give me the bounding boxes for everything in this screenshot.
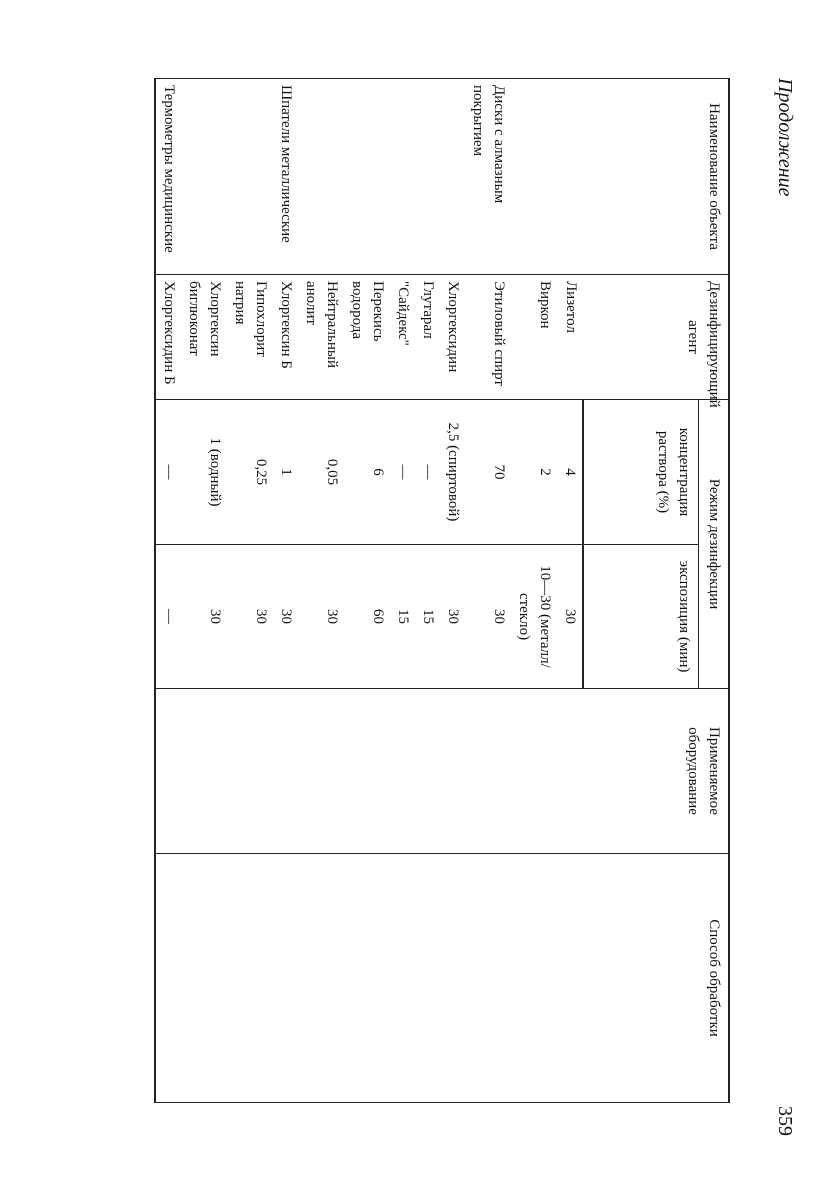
- table-row: [298, 79, 344, 1103]
- equipment-cell: [155, 689, 181, 854]
- table-row: [465, 79, 511, 1103]
- agent-cell: Нейтральный анолит: [298, 275, 344, 400]
- concentration-cell: 0,05: [298, 400, 344, 545]
- equipment-cell: [298, 689, 344, 854]
- method-cell: [465, 854, 511, 1103]
- page-number: 359: [774, 1106, 796, 1136]
- agent-cell: Хлоргексидин Б: [155, 275, 181, 400]
- equipment-cell: [344, 689, 390, 854]
- agent-cell: Глутарал: [415, 275, 440, 400]
- equipment-cell: [181, 689, 227, 854]
- object-cell: [390, 79, 415, 275]
- exposure-cell: 30: [440, 545, 465, 689]
- table-row: [155, 79, 181, 1103]
- object-cell: [298, 79, 344, 275]
- object-cell: Шпатели металлические: [273, 79, 298, 275]
- exposure-cell: 30: [227, 545, 273, 689]
- agent-cell: Хлоргексин биглюконат: [181, 275, 227, 400]
- exposure-cell: 30: [557, 545, 583, 689]
- table-row: [390, 79, 415, 1103]
- equipment-cell: [390, 689, 415, 854]
- method-cell: [390, 854, 415, 1103]
- method-cell: [440, 854, 465, 1103]
- concentration-cell: 1: [273, 400, 298, 545]
- table-body: [155, 79, 583, 1103]
- table-row: [273, 79, 298, 1103]
- object-cell: [344, 79, 390, 275]
- concentration-cell: 0,25: [227, 400, 273, 545]
- method-cell: [344, 854, 390, 1103]
- table-row: [415, 79, 440, 1103]
- object-cell: [227, 79, 273, 275]
- agent-cell: Хлоргексидин: [440, 275, 465, 400]
- concentration-cell: 1 (водный): [181, 400, 227, 545]
- exposure-cell: 30: [273, 545, 298, 689]
- exposure-cell: 15: [415, 545, 440, 689]
- equipment-cell: [465, 689, 511, 854]
- object-cell: [557, 79, 583, 275]
- concentration-cell: 2,5 (спиртовой): [440, 400, 465, 545]
- exposure-cell: 60: [344, 545, 390, 689]
- equipment-cell: [440, 689, 465, 854]
- object-cell: Диски с алмазным покрытием: [465, 79, 511, 275]
- method-cell: [511, 854, 557, 1103]
- agent-cell: "Сайдекс": [390, 275, 415, 400]
- object-cell: Термометры медицинские: [155, 79, 181, 275]
- object-cell: [511, 79, 557, 275]
- continued-label: Продолжение: [774, 78, 796, 197]
- exposure-cell: —: [155, 545, 181, 689]
- method-cell: [273, 854, 298, 1103]
- equipment-cell: [415, 689, 440, 854]
- concentration-cell: 70: [465, 400, 511, 545]
- table-row: [227, 79, 273, 1103]
- table-row: [511, 79, 557, 1103]
- header-concentration: концентрация раствора (%): [583, 400, 699, 545]
- object-cell: [181, 79, 227, 275]
- agent-cell: Гипохлорит натрия: [227, 275, 273, 400]
- agent-cell: Лизетол: [557, 275, 583, 400]
- exposure-cell: 10—30 (металл/стекло): [511, 545, 557, 689]
- object-cell: [440, 79, 465, 275]
- method-cell: [227, 854, 273, 1103]
- header-method: Способ обработки: [583, 854, 729, 1103]
- table-row: [181, 79, 227, 1103]
- agent-cell: Хлоргексин Б: [273, 275, 298, 400]
- method-cell: [155, 854, 181, 1103]
- concentration-cell: —: [415, 400, 440, 545]
- concentration-cell: 6: [344, 400, 390, 545]
- header-agent: Дезинфицирующий агент: [583, 275, 729, 400]
- table-row: [344, 79, 390, 1103]
- method-cell: [415, 854, 440, 1103]
- method-cell: [181, 854, 227, 1103]
- header-mode-group: Режим дезинфекции: [699, 400, 730, 689]
- exposure-cell: 15: [390, 545, 415, 689]
- method-cell: [557, 854, 583, 1103]
- header-equipment: Применяемое оборудование: [583, 689, 729, 854]
- disinfection-table: [154, 78, 730, 1103]
- method-cell: [298, 854, 344, 1103]
- equipment-cell: [273, 689, 298, 854]
- exposure-cell: 30: [465, 545, 511, 689]
- concentration-cell: 4: [557, 400, 583, 545]
- agent-cell: Виркон: [511, 275, 557, 400]
- header-exposure: экспозиция (мин): [583, 545, 699, 689]
- concentration-cell: —: [155, 400, 181, 545]
- equipment-cell: [557, 689, 583, 854]
- header-object: Наименование объекта: [583, 79, 729, 275]
- object-cell: [415, 79, 440, 275]
- table-row: [557, 79, 583, 1103]
- concentration-cell: 2: [511, 400, 557, 545]
- equipment-cell: [511, 689, 557, 854]
- exposure-cell: 30: [298, 545, 344, 689]
- table-row: [440, 79, 465, 1103]
- agent-cell: Перекись водорода: [344, 275, 390, 400]
- concentration-cell: —: [390, 400, 415, 545]
- equipment-cell: [227, 689, 273, 854]
- exposure-cell: 30: [181, 545, 227, 689]
- agent-cell: Этиловый спирт: [465, 275, 511, 400]
